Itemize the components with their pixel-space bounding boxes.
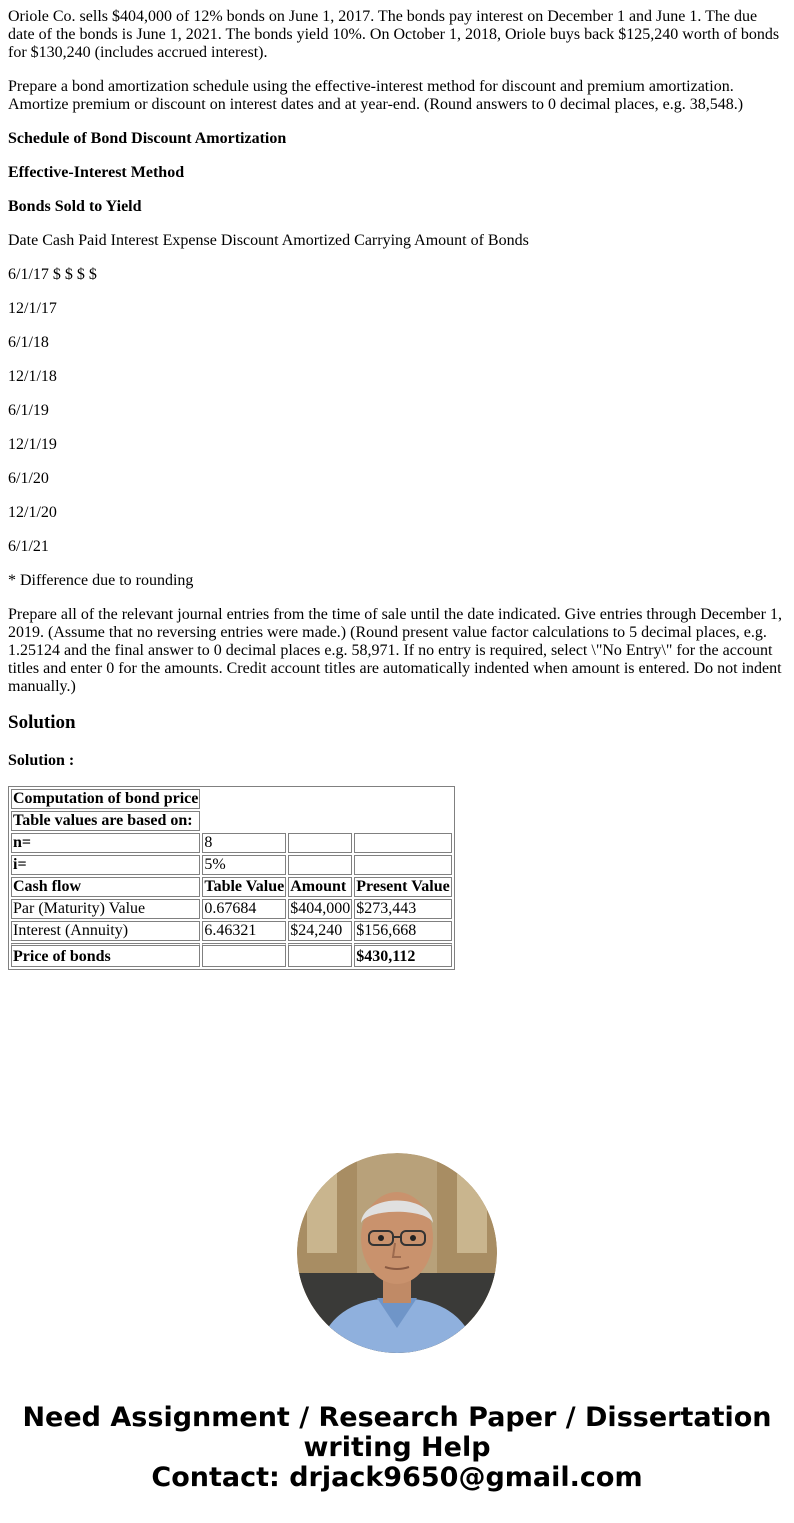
i-label: i= — [11, 855, 200, 875]
schedule-row: 6/1/18 — [8, 334, 49, 351]
table-value-cell: 0.67684 — [202, 899, 286, 919]
schedule-row: 6/1/17 $ $ $ $ — [8, 266, 97, 283]
schedule-title: Schedule of Bond Discount Amortization — [8, 130, 287, 147]
i-value: 5% — [202, 855, 286, 875]
total-value: $430,112 — [354, 943, 451, 967]
schedule-row: 12/1/17 — [8, 300, 57, 317]
schedule-row: 12/1/19 — [8, 436, 57, 453]
schedule-row: 6/1/19 — [8, 402, 49, 419]
footer-contact: Contact: drjack9650@gmail.com — [151, 1462, 643, 1493]
amount-cell: $404,000 — [290, 900, 351, 917]
problem-intro: Oriole Co. sells $404,000 of 12% bonds on June 1, 2017. The bonds pay interest on December 1 and June 1. The due date of the bonds is June 1, 2021. The bonds yield 10%. On October 1, 2018, Oriole buys back $125,240 worth of bonds for $130,240 (includes accrued interest). — [8, 8, 780, 61]
present-value-cell: $273,443 — [354, 899, 451, 919]
table-title: Computation of bond price — [13, 790, 199, 807]
table-row — [11, 921, 452, 941]
present-value-cell: $156,668 — [354, 921, 451, 941]
footer-line: Need Assignment / Research Paper / Dissertation — [22, 1402, 772, 1433]
rounding-note: * Difference due to rounding — [8, 572, 194, 589]
solution-heading: Solution — [8, 712, 76, 733]
avatar-portrait-icon — [297, 1153, 497, 1353]
schedule-row: 6/1/20 — [8, 470, 49, 487]
schedule-row: 12/1/20 — [8, 504, 57, 521]
schedule-row: 12/1/18 — [8, 368, 57, 385]
col-header-cash-flow: Cash flow — [11, 877, 200, 897]
total-label: Price of bonds — [11, 943, 200, 967]
table-row — [11, 899, 452, 919]
empty-cell — [288, 855, 352, 875]
instruction-amortization: Prepare a bond amortization schedule using the effective-interest method for discount and premium amortization. Amortize premium or discount on interest dates and at year-end. (Round answers to 0 decimal places, e.g. 38,548.) — [8, 78, 744, 113]
table-basis-label: Table values are based on: — [11, 811, 200, 831]
total-row — [11, 943, 452, 967]
schedule-row: 6/1/21 — [8, 538, 49, 555]
cash-flow-cell: Interest (Annuity) — [11, 921, 200, 941]
empty-cell — [288, 833, 352, 853]
schedule-header: Date Cash Paid Interest Expense Discount Amortized Carrying Amount of Bonds — [8, 232, 529, 249]
n-value: 8 — [202, 833, 286, 853]
col-header-amount: Amount — [288, 877, 352, 897]
table-value-cell: 6.46321 — [202, 921, 286, 941]
cash-flow-cell: Par (Maturity) Value — [11, 899, 200, 919]
empty-cell — [202, 943, 286, 967]
footer-line: writing Help — [303, 1432, 491, 1463]
n-label: n= — [11, 833, 200, 853]
col-header-present-value: Present Value — [356, 878, 450, 895]
empty-cell — [288, 943, 352, 967]
empty-cell — [354, 855, 451, 875]
bond-price-table — [8, 786, 455, 970]
footer-banner — [0, 1403, 794, 1493]
schedule-method: Effective-Interest Method — [8, 164, 185, 181]
amount-cell: $24,240 — [288, 921, 352, 941]
empty-cell — [354, 833, 451, 853]
instruction-journal: Prepare all of the relevant journal entries from the time of sale until the date indicated. Give entries through December 1, 2019. (Assume that no reversing entries were made.) (Round present value factor calculations to 5 decimal places, e.g. 1.25124 and the final answer to 0 decimal places e.g. 58,971. If no entry is required, select \"No Entry\" for the account titles and enter 0 for the amounts. Credit account titles are automatically indented when amount is entered. Do not indent manually.) — [8, 606, 782, 695]
col-header-table-value: Table Value — [204, 878, 285, 895]
author-avatar — [297, 1153, 497, 1353]
solution-label: Solution : — [8, 752, 75, 769]
schedule-subtitle: Bonds Sold to Yield — [8, 198, 142, 215]
